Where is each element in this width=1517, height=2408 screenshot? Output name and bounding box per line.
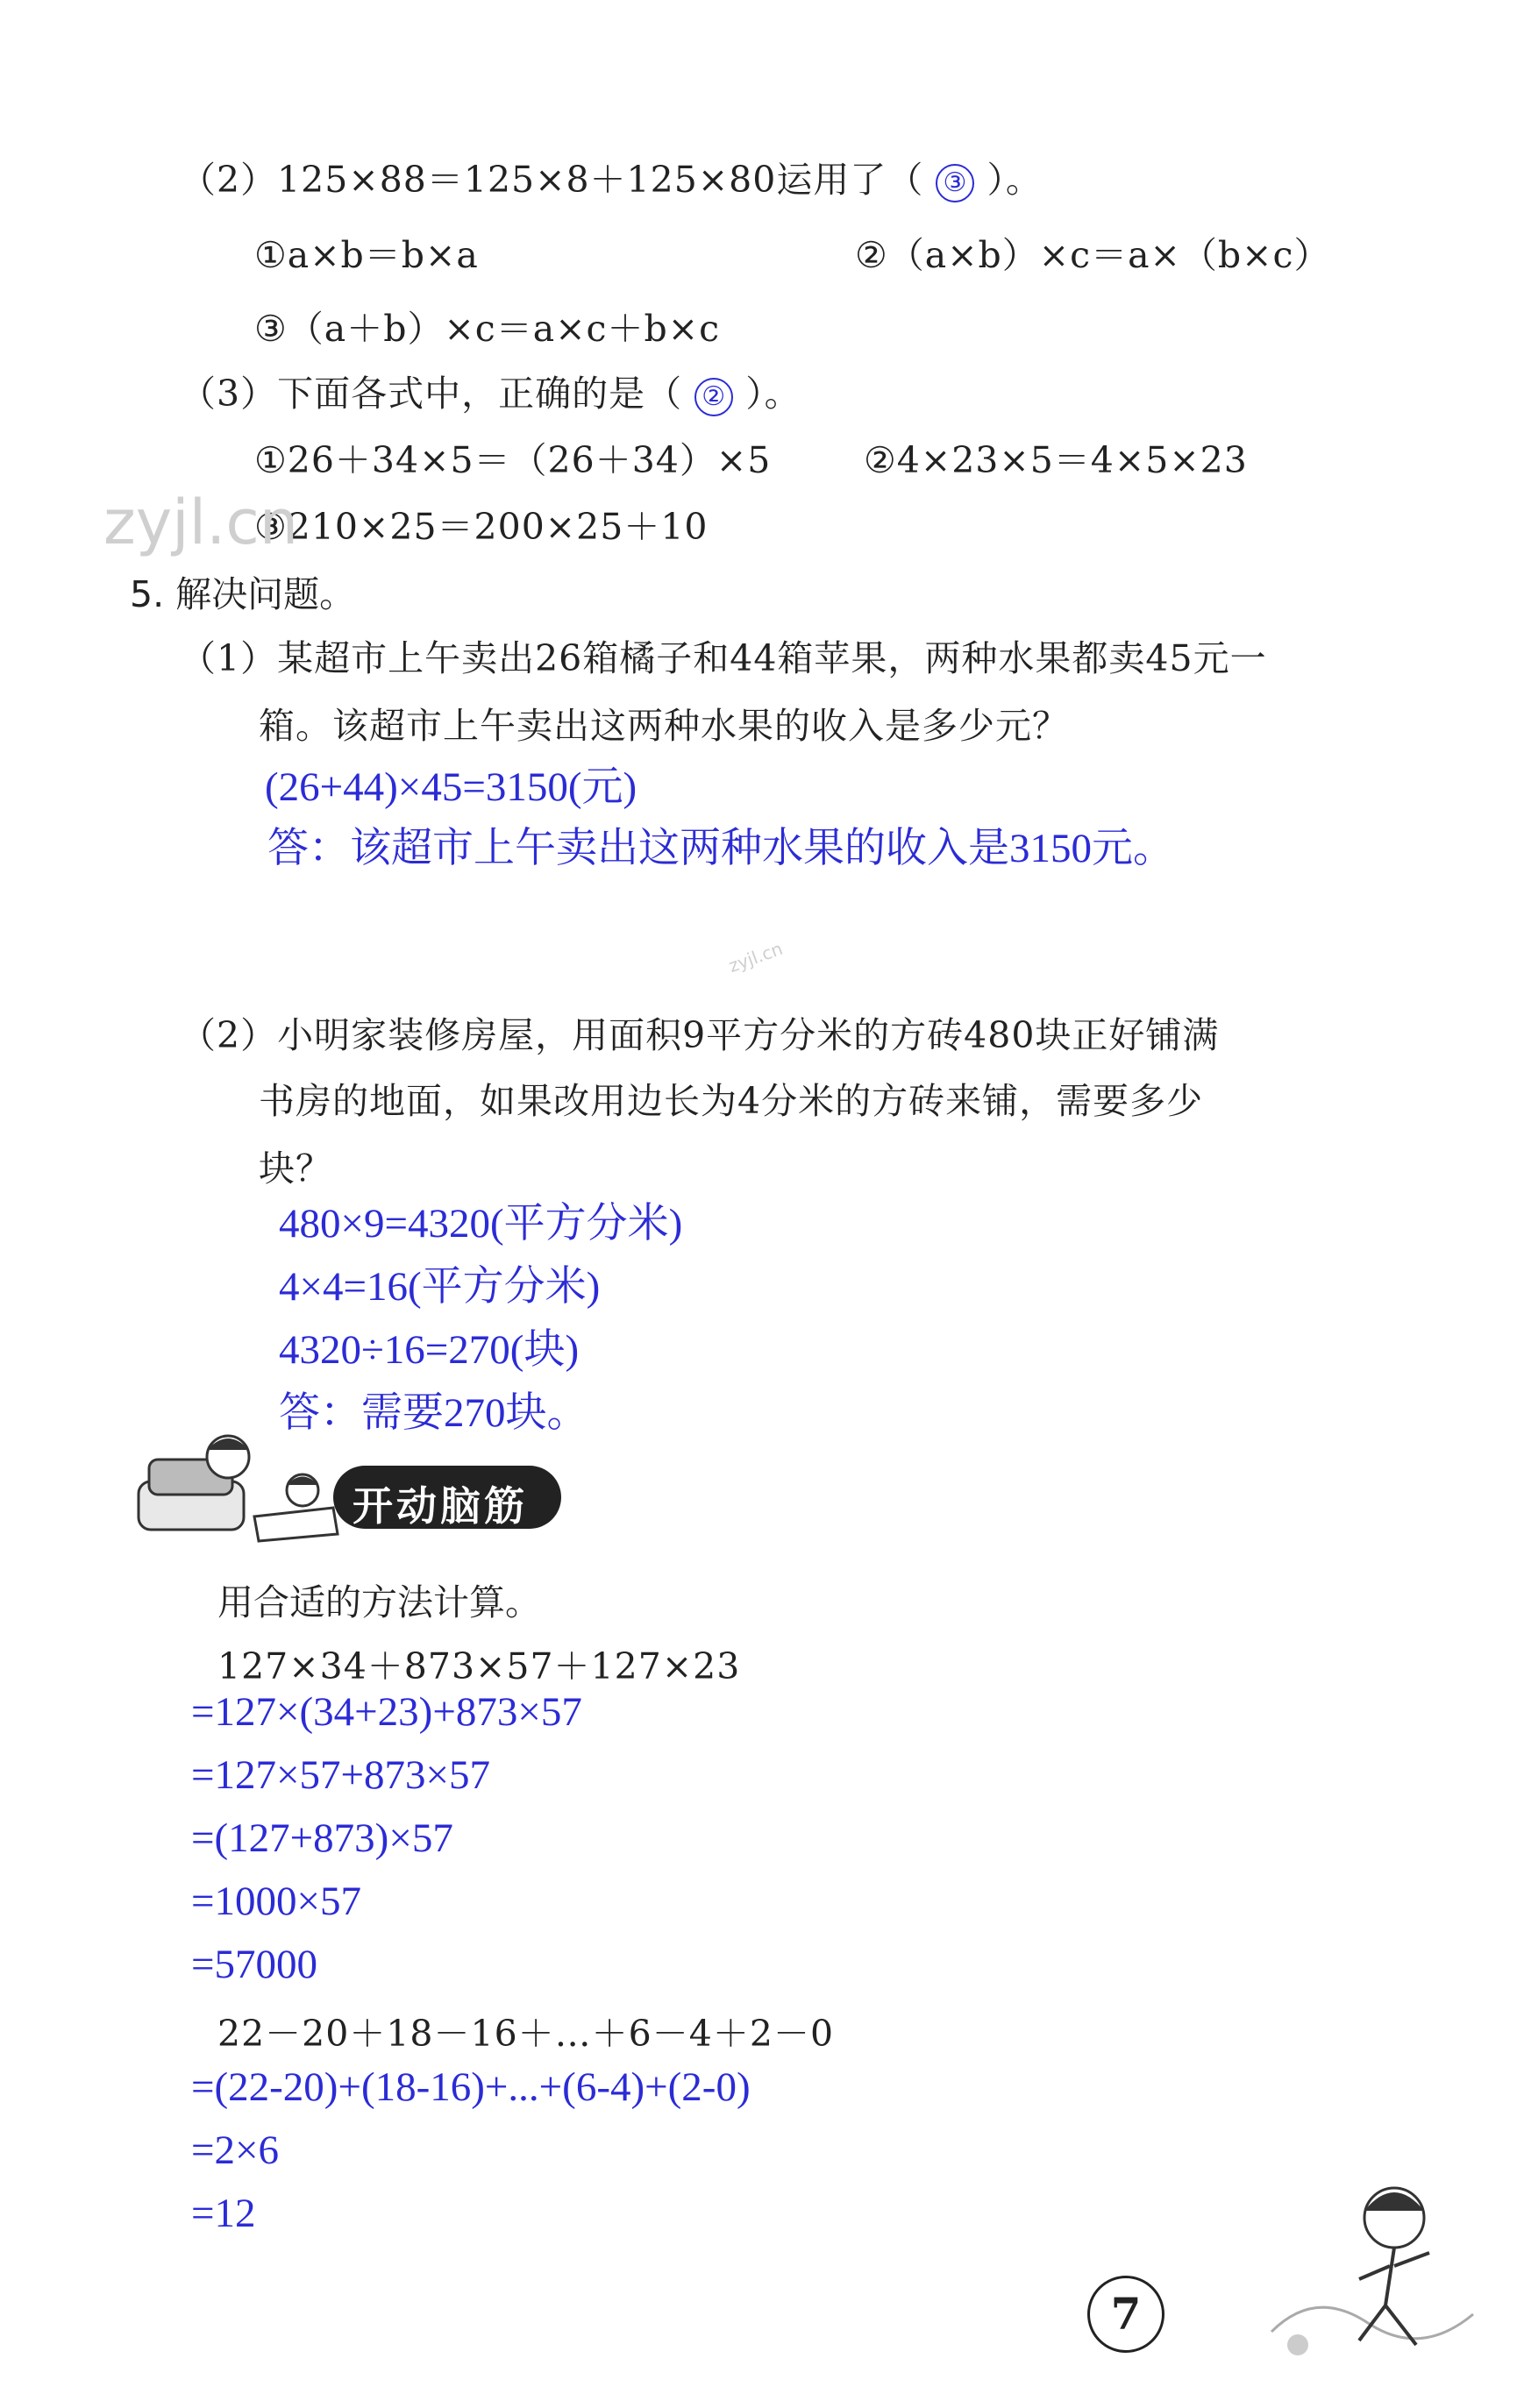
expression-1-step-5: =57000 xyxy=(191,1942,318,1987)
q2-stem-end: ）。 xyxy=(986,159,1043,201)
expression-1-step-1: =127×(34+23)+873×57 xyxy=(191,1689,582,1735)
brain-teaser-title: 开动脑筋 xyxy=(353,1482,528,1530)
q2-stem xyxy=(180,151,1043,202)
q3-answer: ② xyxy=(694,378,733,416)
problem-2-answer-3: 4320÷16=270(块) xyxy=(279,1327,580,1373)
problem-1-answer-1: (26+44)×45=3150(元) xyxy=(265,764,637,810)
q2-option-2: ②（a×b）×c＝a×（b×c） xyxy=(855,234,1331,276)
expression-2-step-1: =(22-20)+(18-16)+...+(6-4)+(2-0) xyxy=(191,2064,751,2110)
problem-2-answer-2: 4×4=16(平方分米) xyxy=(279,1264,601,1310)
page-number: 7 xyxy=(1087,2276,1164,2353)
problem-2-line-1: （2）小明家装修房屋，用面积9平方分米的方砖480块正好铺满 xyxy=(180,1014,1220,1056)
problem-2-line-3: 块？ xyxy=(259,1147,332,1190)
q3-stem-end: ）。 xyxy=(745,373,801,415)
problem-1-answer-2: 答：该超市上午卖出这两种水果的收入是3150元。 xyxy=(267,826,1174,871)
problem-2-answer-1: 480×9=4320(平方分米) xyxy=(279,1201,683,1247)
q3-option-3: ③210×25＝200×25＋10 xyxy=(254,506,709,548)
expression-1-step-4: =1000×57 xyxy=(191,1879,362,1924)
watermark: zyjl.cn xyxy=(103,487,299,558)
section-5-title: 5. 解决问题。 xyxy=(130,573,356,615)
problem-1-line-2: 箱。该超市上午卖出这两种水果的收入是多少元？ xyxy=(259,705,1069,747)
q2-option-3: ③（a＋b）×c＝a×c＋b×c xyxy=(254,308,721,350)
brain-intro: 用合适的方法计算。 xyxy=(217,1581,541,1623)
problem-2-answer-4: 答：需要270块。 xyxy=(279,1390,588,1436)
q3-stem-text: （3）下面各式中，正确的是（ xyxy=(180,373,683,415)
q2-answer: ③ xyxy=(936,164,974,202)
running-boy-illustration xyxy=(1263,2156,1482,2367)
expression-2: 22－20＋18－16＋…＋6－4＋2－0 xyxy=(217,2013,835,2055)
expression-1-step-2: =127×57+873×57 xyxy=(191,1752,491,1798)
problem-1-line-1: （1）某超市上午卖出26箱橘子和44箱苹果，两种水果都卖45元一 xyxy=(180,637,1267,679)
kids-reading-illustration xyxy=(132,1420,342,1543)
expression-2-step-3: =12 xyxy=(191,2191,256,2236)
expression-1-step-3: =(127+873)×57 xyxy=(191,1815,453,1861)
watermark-small: zyjl.cn xyxy=(725,937,786,977)
q3-option-1: ①26＋34×5＝（26＋34）×5 xyxy=(254,439,772,481)
problem-2-line-2: 书房的地面，如果改用边长为4分米的方砖来铺，需要多少 xyxy=(259,1080,1204,1122)
q2-stem-text: （2）125×88＝125×8＋125×80运用了（ xyxy=(180,159,924,201)
q3-option-2: ②4×23×5＝4×5×23 xyxy=(864,439,1248,481)
q2-option-1: ①a×b＝b×a xyxy=(254,234,479,276)
brain-teaser-banner xyxy=(333,1466,561,1529)
expression-1: 127×34＋873×57＋127×23 xyxy=(217,1645,741,1687)
expression-2-step-2: =2×6 xyxy=(191,2127,280,2173)
q3-stem xyxy=(180,365,801,416)
